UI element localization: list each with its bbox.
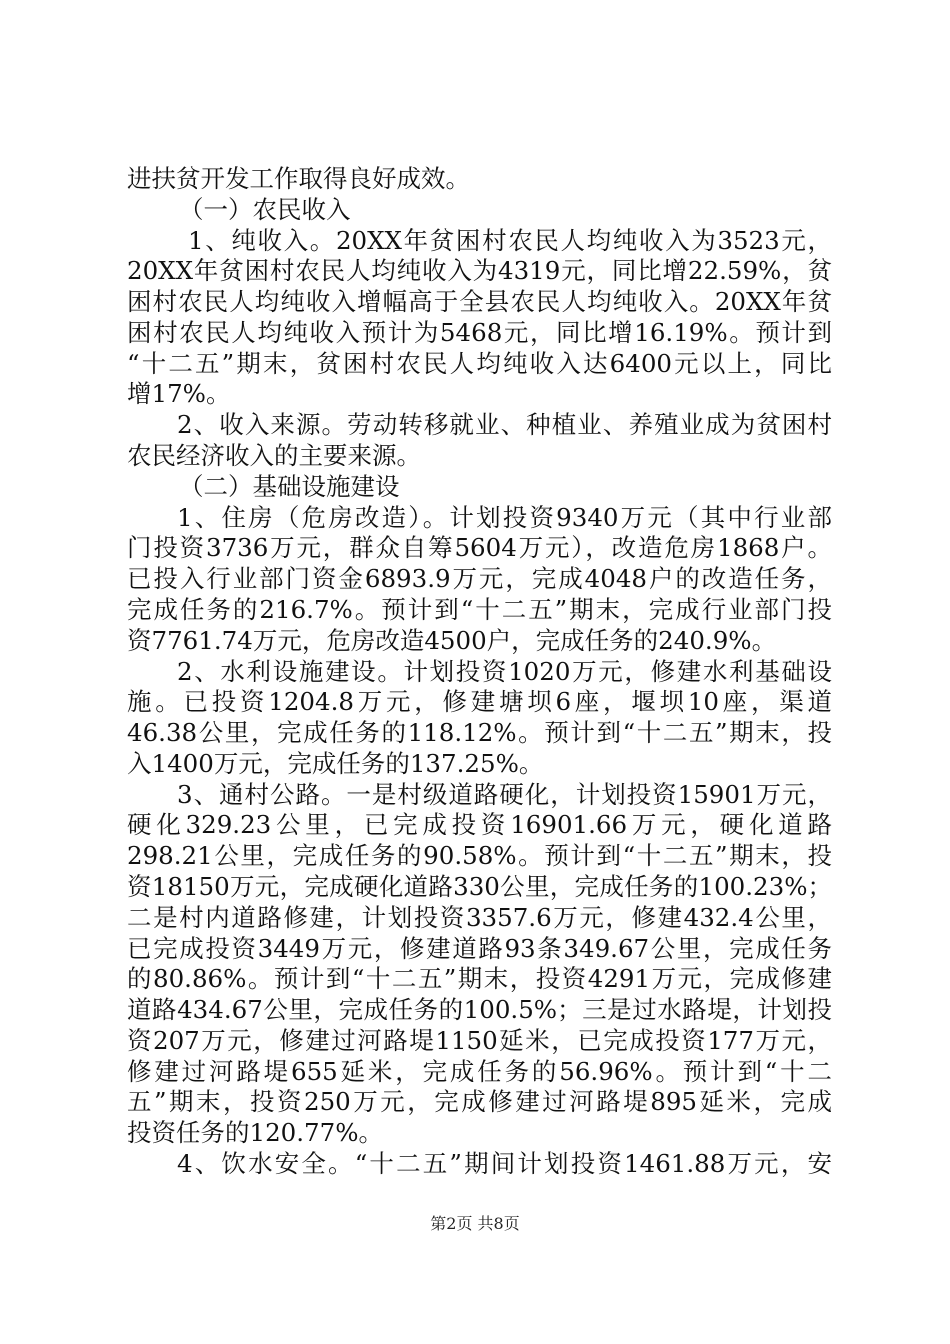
paragraph-line: 二是村内道路修建，计划投资3357.6万元，修建432.4公里， bbox=[127, 903, 832, 932]
paragraph-line: 投资任务的120.77%。 bbox=[127, 1118, 384, 1147]
paragraph-line: 道路434.67公里，完成任务的100.5%；三是过水路堤，计划投 bbox=[127, 995, 832, 1024]
paragraph-line: 施。已投资1204.8万元，修建塘坝6座，堰坝10座，渠道 bbox=[127, 687, 832, 716]
paragraph-line: 已投入行业部门资金6893.9万元，完成4048户的改造任务， bbox=[127, 564, 832, 593]
paragraph-line: 增17%。 bbox=[127, 379, 231, 408]
paragraph-line: 门投资3736万元，群众自筹5604万元），改造危房1868户。 bbox=[127, 533, 832, 562]
paragraph-line: 修建过河路堤655延米，完成任务的56.96%。预计到“十二 bbox=[127, 1057, 832, 1086]
paragraph-line: 农民经济收入的主要来源。 bbox=[127, 441, 421, 470]
paragraph-line: 困村农民人均纯收入预计为5468元，同比增16.19%。预计到 bbox=[127, 318, 832, 347]
paragraph-line: 3、通村公路。一是村级道路硬化，计划投资15901万元， bbox=[177, 780, 832, 809]
paragraph-line: 入1400万元，完成任务的137.25%。 bbox=[127, 749, 544, 778]
paragraph-line: 资18150万元，完成硬化道路330公里，完成任务的100.23%； bbox=[127, 872, 832, 901]
paragraph-line: 20XX年贫困村农民人均纯收入为4319元，同比增22.59%，贫 bbox=[127, 256, 832, 285]
paragraph-line: 4、饮水安全。“十二五”期间计划投资1461.88万元，安 bbox=[177, 1149, 832, 1178]
paragraph-line: 硬化329.23公里，已完成投资16901.66万元，硬化道路 bbox=[127, 810, 832, 839]
paragraph-line: 已完成投资3449万元，修建道路93条349.67公里，完成任务 bbox=[127, 934, 832, 963]
paragraph-line: 46.38公里，完成任务的118.12%。预计到“十二五”期末，投 bbox=[127, 718, 832, 747]
paragraph-line: 2、水利设施建设。计划投资1020万元，修建水利基础设 bbox=[177, 657, 832, 686]
paragraph-line: 1、纯收入。20XX年贫困村农民人均纯收入为3523元， bbox=[188, 226, 832, 255]
page-footer: 第2页 共8页 bbox=[430, 1214, 520, 1233]
paragraph-line: “十二五”期末，贫困村农民人均纯收入达6400元以上，同比 bbox=[127, 349, 832, 378]
paragraph-line: 五”期末，投资250万元，完成修建过河路堤895延米，完成 bbox=[127, 1087, 832, 1116]
paragraph-line: 进扶贫开发工作取得良好成效。 bbox=[127, 164, 470, 193]
paragraph-line: 资207万元，修建过河路堤1150延米，已完成投资177万元， bbox=[127, 1026, 832, 1055]
section-heading: （二）基础设施建设 bbox=[179, 472, 400, 501]
paragraph-line: 完成任务的216.7%。预计到“十二五”期末，完成行业部门投 bbox=[127, 595, 832, 624]
paragraph-line: 资7761.74万元，危房改造4500户，完成任务的240.9%。 bbox=[127, 626, 777, 655]
section-heading: （一）农民收入 bbox=[179, 195, 351, 224]
paragraph-line: 298.21公里，完成任务的90.58%。预计到“十二五”期末，投 bbox=[127, 841, 832, 870]
paragraph-line: 困村农民人均纯收入增幅高于全县农民人均纯收入。20XX年贫 bbox=[127, 287, 832, 316]
paragraph-line: 的80.86%。预计到“十二五”期末，投资4291万元，完成修建 bbox=[127, 964, 832, 993]
paragraph-line: 2、收入来源。劳动转移就业、种植业、养殖业成为贫困村 bbox=[177, 410, 832, 439]
paragraph-line: 1、住房（危房改造）。计划投资9340万元（其中行业部 bbox=[177, 503, 832, 532]
